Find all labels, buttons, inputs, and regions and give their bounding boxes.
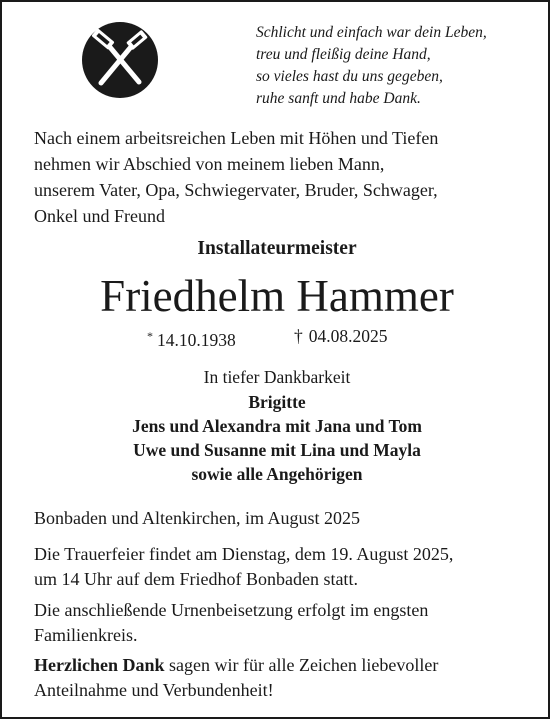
- mourner-line: Brigitte: [248, 392, 306, 412]
- deceased-name: Friedhelm Hammer: [100, 271, 454, 321]
- funeral-info: [34, 542, 544, 592]
- poem-line: Schlicht und einfach war dein Leben,: [256, 24, 487, 41]
- place-and-date: Bonbaden und Altenkirchen, im August 2025: [34, 508, 360, 528]
- urn-line: Familienkreis.: [34, 625, 138, 645]
- mourners-list: [2, 390, 550, 486]
- poem-line: treu und fleißig deine Hand,: [256, 46, 431, 63]
- closing-bold: Herzlichen Dank: [34, 655, 165, 675]
- mourner-line: Jens und Alexandra mit Jana und Tom: [132, 416, 422, 436]
- gratitude-line: In tiefer Dankbarkeit: [203, 367, 351, 387]
- closing-line: [34, 653, 544, 678]
- profession-title: Installateurmeister: [197, 238, 357, 259]
- crossed-hammers-icon: [82, 22, 158, 98]
- birth-date: [147, 324, 236, 352]
- death-date-value: 04.08.2025: [308, 326, 388, 346]
- poem-line: ruhe sanft und habe Dank.: [256, 90, 421, 107]
- urn-burial-info: [34, 598, 544, 648]
- funeral-line: Die Trauerfeier findet am Dienstag, dem 19. August 2025,: [34, 544, 454, 564]
- intro-line: Onkel und Freund: [34, 206, 165, 226]
- intro-line: unserem Vater, Opa, Schwiegervater, Bruder, Schwager,: [34, 180, 438, 200]
- urn-line: Die anschließende Urnenbeisetzung erfolgt im engsten: [34, 600, 429, 620]
- death-date: [294, 324, 388, 348]
- intro-text: [34, 125, 544, 229]
- poem: [256, 22, 536, 110]
- birth-symbol: *: [147, 329, 153, 343]
- closing-rest: sagen wir für alle Zeichen liebevoller: [164, 655, 439, 675]
- funeral-line: um 14 Uhr auf dem Friedhof Bonbaden statt.: [34, 569, 358, 589]
- mourner-line: sowie alle Angehörigen: [191, 464, 363, 484]
- intro-line: Nach einem arbeitsreichen Leben mit Höhen und Tiefen: [34, 128, 439, 148]
- closing-thanks: [34, 653, 544, 703]
- birth-date-value: 14.10.1938: [157, 330, 236, 350]
- poem-line: so vieles hast du uns gegeben,: [256, 68, 443, 85]
- mourner-line: Uwe und Susanne mit Lina und Mayla: [133, 440, 421, 460]
- death-symbol: †: [294, 326, 303, 346]
- closing-line: Anteilnahme und Verbundenheit!: [34, 680, 274, 700]
- intro-line: nehmen wir Abschied von meinem lieben Mann,: [34, 154, 385, 174]
